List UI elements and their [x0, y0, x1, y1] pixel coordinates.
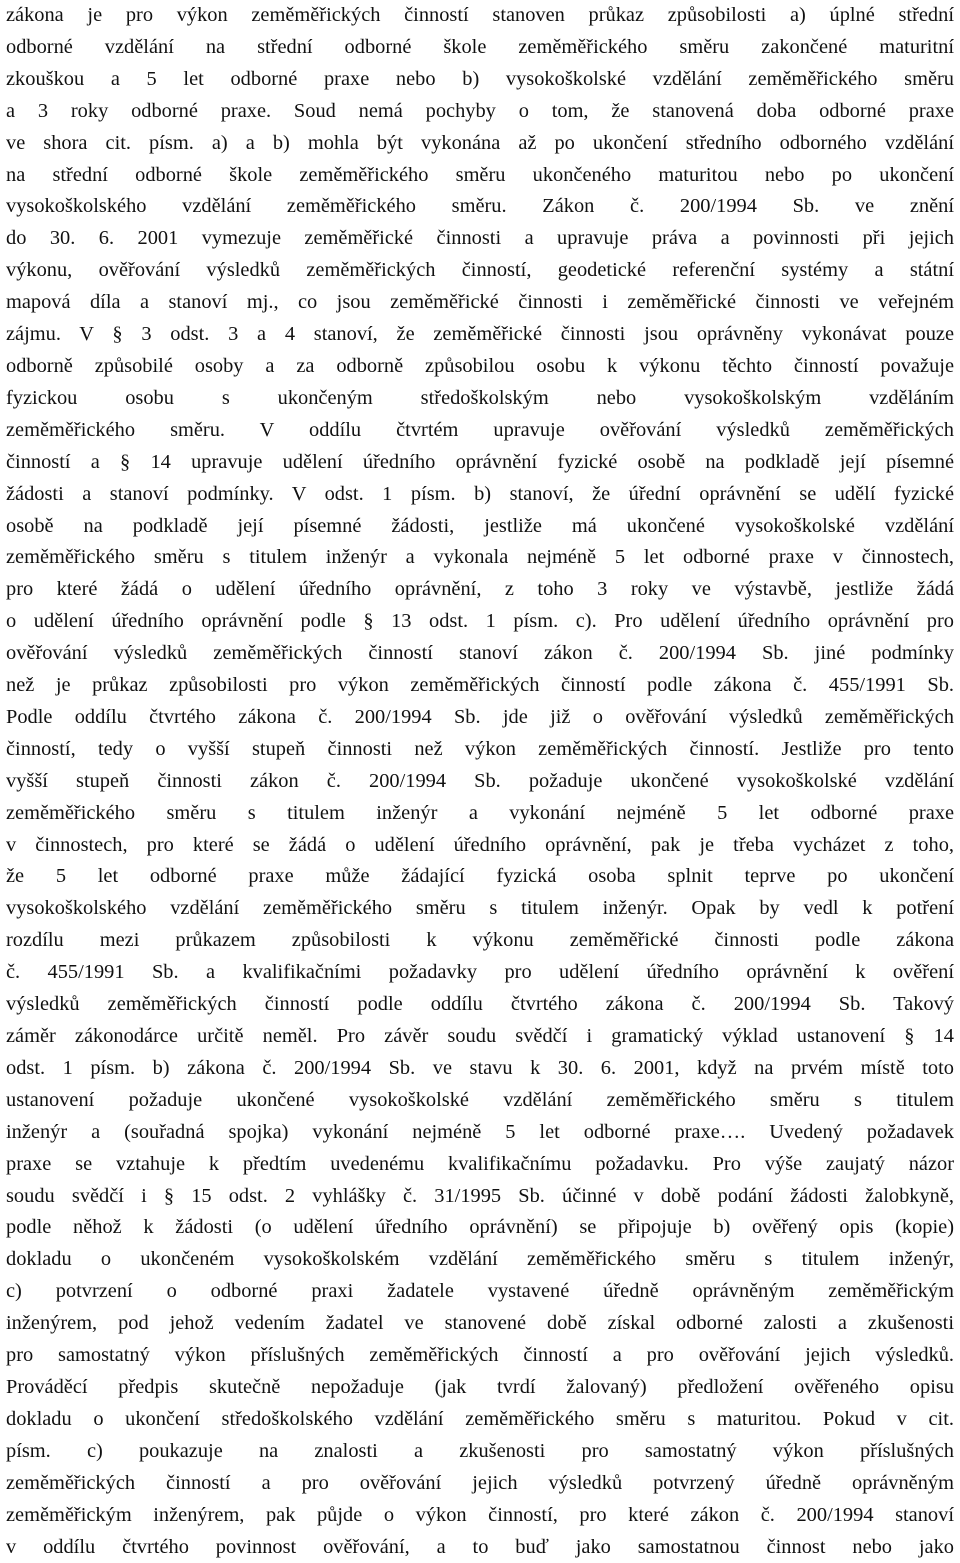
- text-line: soudu svědčí i § 15 odst. 2 vyhlášky č. 31/1995 Sb. účinné v době podání žádosti žalobkyně,: [6, 1181, 954, 1213]
- text-line: že 5 let odborné praxe může žádající fyzická osoba splnit teprve po ukončení: [6, 861, 954, 893]
- text-line: odborné vzdělání na střední odborné škole zeměměřického směru zakončené maturitní: [6, 32, 954, 64]
- text-line: Podle oddílu čtvrtého zákona č. 200/1994 Sb. jde již o ověřování výsledků zeměměřických: [6, 702, 954, 734]
- text-line: ověřování výsledků zeměměřických činností stanoví zákon č. 200/1994 Sb. jiné podmínky: [6, 638, 954, 670]
- text-line: zeměměřického směru s titulem inženýr a vykonala nejméně 5 let odborné praxe v činnostech,: [6, 542, 954, 574]
- text-line: výkonu, ověřování výsledků zeměměřických činností, geodetické referenční systémy a státní: [6, 255, 954, 287]
- text-line: ve shora cit. písm. a) a b) mohla být vykonána až po ukončení středního odborného vzdělání: [6, 128, 954, 160]
- text-line: v oddílu čtvrtého povinnost ověřování, a to buď jako samostatnou činnost nebo jako: [6, 1532, 954, 1563]
- text-line: inženýrem, pod jehož vedením žadatel ve stanovené době získal odborné zalosti a zkušenosti: [6, 1308, 954, 1340]
- text-line: písm. c) poukazuje na znalosti a zkušenosti pro samostatný výkon příslušných: [6, 1436, 954, 1468]
- text-line: zeměměřického směru. V oddílu čtvrtém upravuje ověřování výsledků zeměměřických: [6, 415, 954, 447]
- text-line: výsledků zeměměřických činností podle oddílu čtvrtého zákona č. 200/1994 Sb. Takový: [6, 989, 954, 1021]
- document-body: [6, 0, 954, 1563]
- text-line: v činnostech, pro které se žádá o udělení úředního oprávnění, pak je třeba vycházet z toho,: [6, 830, 954, 862]
- text-line: záměr zákonodárce určitě neměl. Pro závěr soudu svědčí i gramatický výklad ustanovení § 14: [6, 1021, 954, 1053]
- text-line: než je průkaz způsobilosti pro výkon zeměměřických činností podle zákona č. 455/1991 Sb.: [6, 670, 954, 702]
- text-line: podle něhož k žádosti (o udělení úředního oprávnění) se připojuje b) ověřený opis (kopie): [6, 1212, 954, 1244]
- text-line: zeměměřickým inženýrem, pak půjde o výkon činností, pro které zákon č. 200/1994 stanoví: [6, 1500, 954, 1532]
- text-line: Prováděcí předpis skutečně nepožaduje (jak tvrdí žalovaný) předložení ověřeného opisu: [6, 1372, 954, 1404]
- text-line: mapová díla a stanoví mj., co jsou zeměměřické činnosti i zeměměřické činnosti ve veřejném: [6, 287, 954, 319]
- text-line: dokladu o ukončení středoškolského vzdělání zeměměřického směru s maturitou. Pokud v cit.: [6, 1404, 954, 1436]
- text-line: fyzickou osobu s ukončeným středoškolským nebo vysokoškolským vzděláním: [6, 383, 954, 415]
- text-line: osobě na podkladě její písemné žádosti, jestliže má ukončené vysokoškolské vzdělání: [6, 511, 954, 543]
- text-line: č. 455/1991 Sb. a kvalifikačními požadavky pro udělení úředního oprávnění k ověření: [6, 957, 954, 989]
- text-line: činností, tedy o vyšší stupeň činnosti než výkon zeměměřických činností. Jestliže pro tento: [6, 734, 954, 766]
- text-line: zkouškou a 5 let odborné praxe nebo b) vysokoškolské vzdělání zeměměřického směru: [6, 64, 954, 96]
- text-line: pro které žádá o udělení úředního oprávnění, z toho 3 roky ve výstavbě, jestliže žádá: [6, 574, 954, 606]
- text-line: na střední odborné škole zeměměřického směru ukončeného maturitou nebo po ukončení: [6, 160, 954, 192]
- text-line: vysokoškolského vzdělání zeměměřického směru. Zákon č. 200/1994 Sb. ve znění: [6, 191, 954, 223]
- text-line: o udělení úředního oprávnění podle § 13 odst. 1 písm. c). Pro udělení úředního oprávnění pro: [6, 606, 954, 638]
- text-line: praxe se vztahuje k předtím uvedenému kvalifikačnímu požadavku. Pro výše zaujatý názor: [6, 1149, 954, 1181]
- text-line: do 30. 6. 2001 vymezuje zeměměřické činnosti a upravuje práva a povinnosti při jejich: [6, 223, 954, 255]
- text-line: zeměměřického směru s titulem inženýr a vykonání nejméně 5 let odborné praxe: [6, 798, 954, 830]
- text-line: pro samostatný výkon příslušných zeměměřických činností a pro ověřování jejich výsledků.: [6, 1340, 954, 1372]
- text-line: a 3 roky odborné praxe. Soud nemá pochyby o tom, že stanovená doba odborné praxe: [6, 96, 954, 128]
- text-line: zeměměřických činností a pro ověřování jejich výsledků potvrzený úředně oprávněným: [6, 1468, 954, 1500]
- text-line: ustanovení požaduje ukončené vysokoškolské vzdělání zeměměřického směru s titulem: [6, 1085, 954, 1117]
- text-line: dokladu o ukončeném vysokoškolském vzdělání zeměměřického směru s titulem inženýr,: [6, 1244, 954, 1276]
- text-line: zákona je pro výkon zeměměřických činností stanoven průkaz způsobilosti a) úplné střední: [6, 0, 954, 32]
- text-line: vyšší stupeň činnosti zákon č. 200/1994 Sb. požaduje ukončené vysokoškolské vzdělání: [6, 766, 954, 798]
- text-line: rozdílu mezi průkazem způsobilosti k výkonu zeměměřické činnosti podle zákona: [6, 925, 954, 957]
- text-line: odst. 1 písm. b) zákona č. 200/1994 Sb. ve stavu k 30. 6. 2001, když na prvém místě toto: [6, 1053, 954, 1085]
- text-line: zájmu. V § 3 odst. 3 a 4 stanoví, že zeměměřické činnosti jsou oprávněny vykonávat pouze: [6, 319, 954, 351]
- text-line: odborně způsobilé osoby a za odborně způsobilou osobu k výkonu těchto činností považuje: [6, 351, 954, 383]
- text-line: c) potvrzení o odborné praxi žadatele vystavené úředně oprávněným zeměměřickým: [6, 1276, 954, 1308]
- text-line: činností a § 14 upravuje udělení úředního oprávnění fyzické osobě na podkladě její písemné: [6, 447, 954, 479]
- text-line: žádosti a stanoví podmínky. V odst. 1 písm. b) stanoví, že úřední oprávnění se udělí fyzické: [6, 479, 954, 511]
- text-line: inženýr a (souřadná spojka) vykonání nejméně 5 let odborné praxe…. Uvedený požadavek: [6, 1117, 954, 1149]
- text-line: vysokoškolského vzdělání zeměměřického směru s titulem inženýr. Opak by vedl k potření: [6, 893, 954, 925]
